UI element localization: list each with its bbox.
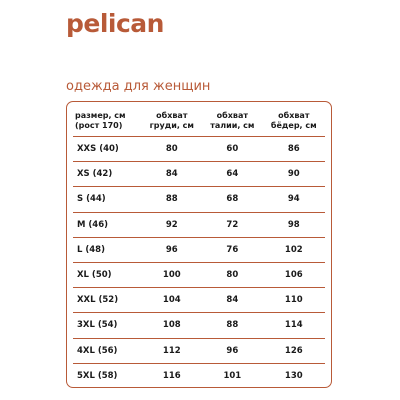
header-size-line2: (рост 170) xyxy=(75,121,123,130)
cell-hips: 90 xyxy=(263,162,325,187)
cell-size: 4XL (56) xyxy=(73,339,141,364)
cell-size: M (46) xyxy=(73,213,141,238)
cell-chest: 84 xyxy=(141,162,202,187)
header-size-line1: размер, см xyxy=(75,111,126,120)
cell-chest: 112 xyxy=(141,339,202,364)
cell-chest: 108 xyxy=(141,313,202,338)
cell-waist: 76 xyxy=(202,238,263,263)
header-hips-line2: бёдер, см xyxy=(270,121,317,130)
cell-waist: 80 xyxy=(202,263,263,288)
cell-waist: 60 xyxy=(202,137,263,162)
header-chest-line1: обхват xyxy=(156,111,188,120)
cell-size: 3XL (54) xyxy=(73,313,141,338)
cell-size: XXL (52) xyxy=(73,288,141,313)
cell-size: XS (42) xyxy=(73,162,141,187)
cell-chest: 100 xyxy=(141,263,202,288)
table-body xyxy=(73,137,325,388)
cell-waist: 101 xyxy=(223,370,242,381)
table-row xyxy=(73,187,325,212)
cell-hips: 102 xyxy=(263,238,325,263)
size-table-container xyxy=(66,101,332,388)
cell-hips: 130 xyxy=(284,370,303,381)
cell-waist: 96 xyxy=(202,339,263,364)
header-chest-line2: груди, см xyxy=(149,121,194,130)
cell-size: S (44) xyxy=(73,187,141,212)
cell-chest: 104 xyxy=(141,288,202,313)
header-chest xyxy=(141,105,202,137)
header-waist xyxy=(202,105,263,137)
cell-size: XXS (40) xyxy=(73,137,141,162)
cell-hips: 98 xyxy=(263,213,325,238)
cell-waist: 88 xyxy=(202,313,263,338)
table-row xyxy=(73,162,325,187)
cell-size: XL (50) xyxy=(73,263,141,288)
cell-chest: 96 xyxy=(141,238,202,263)
cell-hips: 106 xyxy=(263,263,325,288)
cell-hips: 86 xyxy=(263,137,325,162)
cell-waist: 68 xyxy=(202,187,263,212)
cell-hips: 94 xyxy=(263,187,325,212)
brand-logo: pelican xyxy=(66,9,164,38)
table-row xyxy=(73,238,325,263)
table-row xyxy=(73,339,325,364)
table-row xyxy=(73,313,325,338)
header-waist-line2: талии, см xyxy=(210,121,255,130)
header-waist-line1: обхват xyxy=(216,111,248,120)
table-row xyxy=(73,137,325,162)
table-row xyxy=(73,263,325,288)
cell-chest: 116 xyxy=(162,370,181,381)
cell-chest: 80 xyxy=(141,137,202,162)
size-table xyxy=(73,105,325,388)
cell-hips: 126 xyxy=(263,339,325,364)
cell-chest: 88 xyxy=(141,187,202,212)
cell-size: L (48) xyxy=(73,238,141,263)
cell-waist: 64 xyxy=(202,162,263,187)
cell-size: 5XL (58) xyxy=(77,370,118,381)
header-hips-line1: обхват xyxy=(278,111,310,120)
cell-waist: 84 xyxy=(202,288,263,313)
cell-hips: 114 xyxy=(263,313,325,338)
cell-waist: 72 xyxy=(202,213,263,238)
table-row xyxy=(73,288,325,313)
cell-hips: 110 xyxy=(263,288,325,313)
table-row xyxy=(73,364,325,388)
header-hips xyxy=(263,105,325,137)
header-size xyxy=(73,105,141,137)
cell-chest: 92 xyxy=(141,213,202,238)
page-title: одежда для женщин xyxy=(66,79,211,94)
table-row xyxy=(73,213,325,238)
table-header-row xyxy=(73,105,325,137)
